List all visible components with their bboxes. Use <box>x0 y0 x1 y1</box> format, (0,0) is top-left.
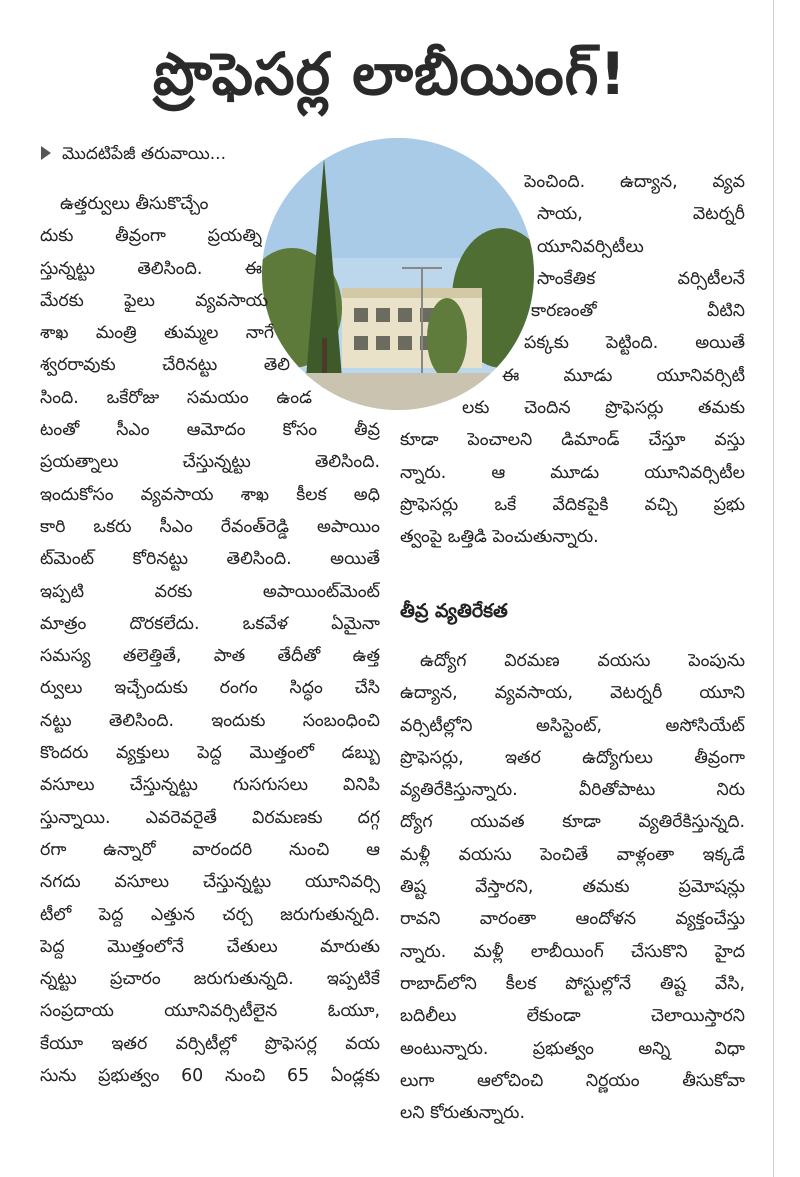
body-line: స్తున్నాయి. ఎవరెవరైతే విరమణకు దగ్గ <box>40 807 380 828</box>
body-line: రాబాద్‌లోని కీలక పోస్టుల్లోనే తిష్ట వేసి, <box>400 973 745 994</box>
continued-from-front-page <box>40 140 226 168</box>
body-line: ప్రొఫెసర్లు ఒకే వేదికపైకి వచ్చి ప్రభు <box>400 494 745 515</box>
body-line: లుగా ఆలోచించి నిర్ణయం తీసుకోవా <box>400 1070 745 1091</box>
body-line: సమస్య తలెత్తితే, పాత తేదీతో ఉత్త <box>40 646 380 667</box>
body-line: లకు చెందిన ప్రొఫెసర్లు తమకు <box>462 398 745 419</box>
body-line: నట్టు తెలిసింది. ఇందుకు సంబంధించి <box>40 710 380 731</box>
body-line: ఇప్పటి వరకు అపాయింట్‌మెంట్ <box>40 581 380 602</box>
body-line: ర్వులు ఇచ్చేందుకు రంగం సిద్ధం చేసి <box>40 678 380 699</box>
body-line: ప్రొఫెసర్లు, ఇతర ఉద్యోగులు తీవ్రంగా <box>400 747 745 768</box>
body-line: వర్సిటీల్లోని అసిస్టెంట్, అసోసియేట్ <box>400 715 745 736</box>
body-line: న్నారు. మళ్లీ లాబీయింగ్ చేసుకొని హైద <box>400 941 745 962</box>
body-line: కూడా పెంచాలని డిమాండ్ చేస్తూ వస్తు <box>400 430 745 451</box>
body-line: అంటున్నారు. ప్రభుత్వం అన్ని విధా <box>400 1038 745 1059</box>
body-line: న్నారు. ఆ మూడు యూనివర్సిటీల <box>400 462 745 483</box>
body-line: టంతో సీఎం ఆమోదం కోసం తీవ్ర <box>40 420 380 441</box>
body-line: మాత్రం దొరకలేదు. ఒకవేళ ఏమైనా <box>40 613 380 634</box>
section-subheading: తీవ్ర వ్యతిరేకత <box>400 600 508 622</box>
article-headline: ప్రొఫెసర్ల లాబీయింగ్! <box>153 40 627 108</box>
body-line: తిష్ట వేస్తారని, తమకు ప్రమోషన్లు <box>400 877 745 898</box>
body-line: సును ప్రభుత్వం 60 నుంచి 65 ఏండ్లకు <box>40 1066 380 1087</box>
body-line: మేరకు ఫైలు వ్యవసాయ <box>40 290 268 311</box>
body-line: శ్వరరావుకు చేరినట్టు తెలి <box>40 355 290 376</box>
body-line: ఇందుకోసం వ్యవసాయ శాఖ కీలక అధి <box>40 484 380 505</box>
page-edge-divider <box>773 0 774 1177</box>
body-line: ఉత్తర్వులు తీసుకొచ్చేం <box>60 194 209 214</box>
body-line: పెంచింది. ఉద్యాన, వ్యవ <box>524 172 745 192</box>
body-line: బదిలీలు లేకుండా చెలాయిస్తారని <box>400 1006 745 1027</box>
body-line: రగా ఉన్నారో వారందరి నుంచి ఆ <box>40 839 380 860</box>
body-line: యూనివర్సిటీలు <box>537 236 644 257</box>
body-line: సింది. ఒకేరోజు సమయం ఉండ <box>40 387 312 408</box>
right-column-bottom <box>400 645 745 1129</box>
body-line: ఈ మూడు యూనివర్సిటీ <box>502 365 745 386</box>
body-line: మళ్లీ వయసు పెంచితే వాళ్లంతా ఇక్కడే <box>400 844 745 865</box>
body-line: కొందరు వ్యక్తులు పెద్ద మొత్తంలో డబ్బు <box>40 743 380 764</box>
body-line: టీలో పెద్ద ఎత్తున చర్చ జరుగుతున్నది. <box>40 904 380 925</box>
body-line: ఉద్యోగ విరమణ వయసు పెంపును <box>420 651 745 671</box>
left-column <box>40 188 380 1092</box>
body-line: ద్యోగ యువత కూడా వ్యతిరేకిస్తున్నది. <box>400 812 745 833</box>
body-line: రావని వారంతా ఆందోళన వ్యక్తంచేస్తు <box>400 909 745 930</box>
body-line: ప్రయత్నాలు చేస్తున్నట్టు తెలిసింది. <box>40 452 380 473</box>
body-line: సాయ, వెటర్నరీ <box>537 204 745 225</box>
body-line: దుకు తీవ్రంగా ప్రయత్ని <box>40 226 262 247</box>
body-line: త్వంపై ఒత్తిడి పెంచుతున్నారు. <box>400 527 599 548</box>
continued-label: మొదటిపేజీ తరువాయి... <box>62 144 226 164</box>
body-line: పక్కకు పెట్టింది. అయితే <box>524 333 745 354</box>
body-line: ఉద్యాన, వ్యవసాయ, వెటర్నరీ యూని <box>400 683 745 704</box>
body-line: పెద్ద మొత్తంలోనే చేతులు మారుతు <box>40 936 380 957</box>
body-line: కారి ఒకరు సీఎం రేవంత్‌రెడ్డి అపాయిం <box>40 516 380 537</box>
right-column-top <box>400 166 745 554</box>
body-line: లని కోరుతున్నారు. <box>400 1103 525 1124</box>
chevron-right-icon <box>40 145 52 161</box>
body-line: కారణంతో వీటిని <box>531 301 745 322</box>
body-line: సంప్రదాయ యూనివర్సిటీలైన ఓయూ, <box>40 1001 380 1022</box>
body-line: శాఖ మంత్రి తుమ్మల నాగే <box>40 323 274 344</box>
body-line: సాంకేతిక వర్సిటీలనే <box>537 268 745 289</box>
body-line: స్తున్నట్టు తెలిసింది. ఈ <box>40 258 262 279</box>
body-line: ట్‌మెంట్ కోరినట్టు తెలిసింది. అయితే <box>40 549 380 570</box>
body-line: న్నట్టు ప్రచారం జరుగుతున్నది. ఇప్పటికే <box>40 969 380 990</box>
body-line: కేయూ ఇతర వర్సిటీల్లో ప్రొఫెసర్ల వయ <box>40 1033 380 1054</box>
body-line: వ్యతిరేకిస్తున్నారు. వీరితోపాటు నిరు <box>400 780 745 801</box>
body-line: నగదు వసూలు చేస్తున్నట్టు యూనివర్సి <box>40 872 380 893</box>
body-line: వసూలు చేస్తున్నట్టు గుసగుసలు వినిపి <box>40 775 380 796</box>
